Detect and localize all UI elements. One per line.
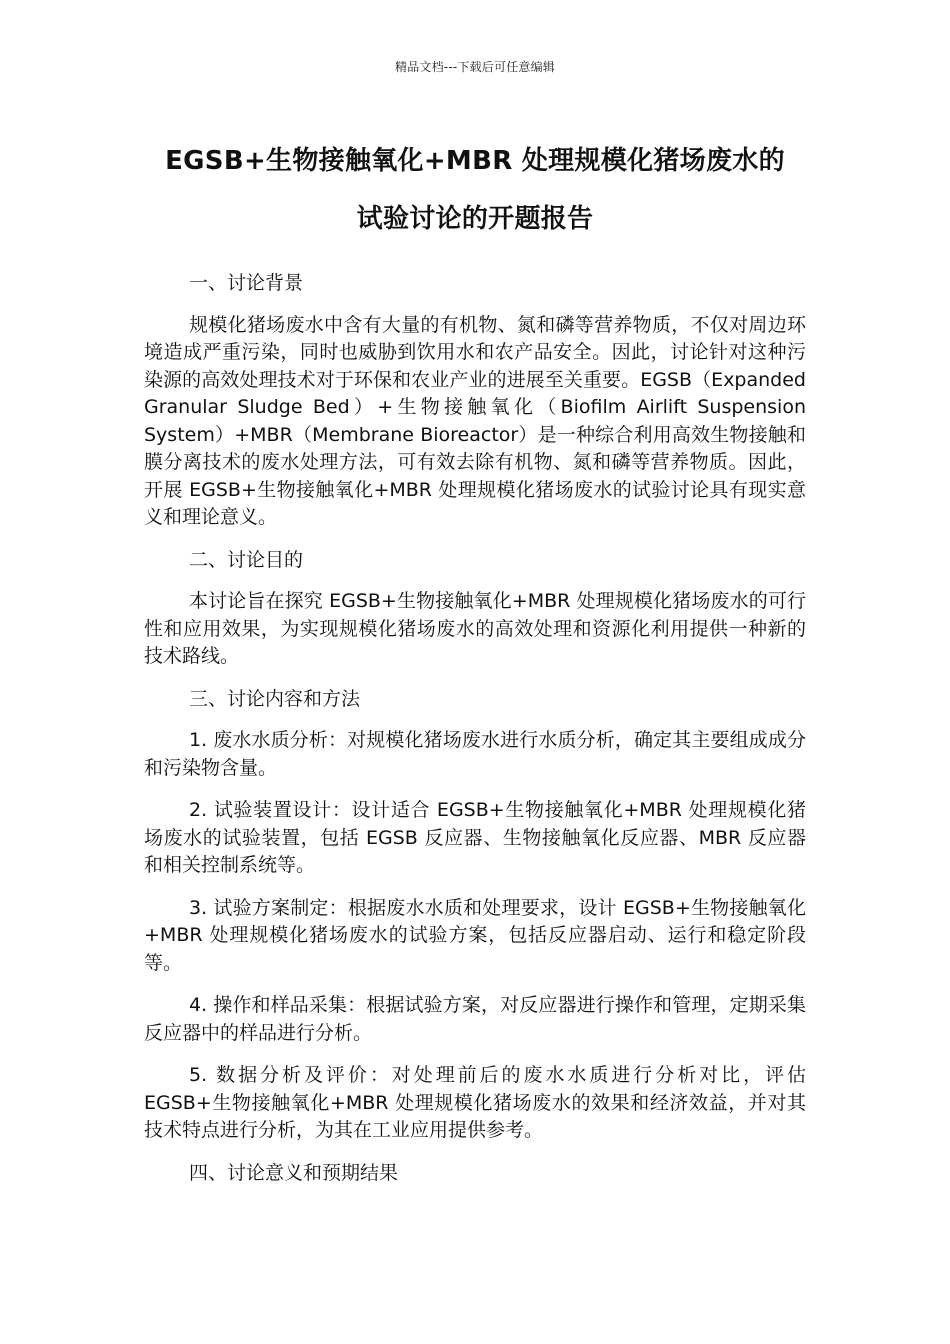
section-heading-purpose: 二、讨论目的 [189,548,304,571]
list-item-device-design: 2. 试验装置设计：设计适合 EGSB+生物接触氧化+MBR 处理规模化猪场废水的试验装置，包括 EGSB 反应器、生物接触氧化反应器、MBR 反应器和相关控制系统等。 [144,799,806,876]
header-note: 精品文档---下载后可任意编辑 [395,60,555,74]
list-item-test-plan: 3. 试验方案制定：根据废水水质和处理要求，设计 EGSB+生物接触氧化+MBR 处理规模化猪场废水的试验方案，包括反应器启动、运行和稳定阶段等。 [144,896,806,974]
list-item-operation-sampling: 4. 操作和样品采集：根据试验方案，对反应器进行操作和管理，定期采集反应器中的样品进行分析。 [144,994,806,1044]
paragraph-purpose: 本讨论旨在探究 EGSB+生物接触氧化+MBR 处理规模化猪场废水的可行性和应用效果，为实现规模化猪场废水的高效处理和资源化利用提供一种新的技术路线。 [144,590,806,667]
list-item-water-quality-analysis: 1. 废水水质分析：对规模化猪场废水进行水质分析，确定其主要组成成分和污染物含量。 [144,729,806,779]
section-heading-background: 一、讨论背景 [189,272,304,294]
paragraph-background: 规模化猪场废水中含有大量的有机物、氮和磷等营养物质，不仅对周边环境造成严重污染，同时也威胁到饮用水和农产品安全。因此，讨论针对这种污染源的高效处理技术对于环保和农业产业的进展至关重要。EGSB（Expanded Granular Sludge Bed）+生物接触氧化（Biofilm Airlift Suspension System）+MBR（Membrane Bioreactor）是一种综合利用高效生物接触和膜分离技术的废水处理方法，可有效去除有机物、氮和磷等营养物质。因此，开展 EGSB+生物接触氧化+MBR 处理规模化猪场废水的试验讨论具有现实意义和理论意义。 [144,313,806,528]
document-body [144,270,806,1187]
section-heading-content-methods: 三、讨论内容和方法 [189,687,361,710]
document-title-line-2: 试验讨论的开题报告 [356,204,594,234]
section-heading-significance: 四、讨论意义和预期结果 [189,1161,399,1184]
document-title-line-1: EGSB+生物接触氧化+MBR 处理规模化猪场废水的 [165,146,785,176]
list-item-data-analysis: 5. 数据分析及评价：对处理前后的废水水质进行分析对比，评估 EGSB+生物接触氧化+MBR 处理规模化猪场废水的效果和经济效益，并对其技术特点进行分析，为其在工业应用提供参考。 [144,1064,806,1141]
